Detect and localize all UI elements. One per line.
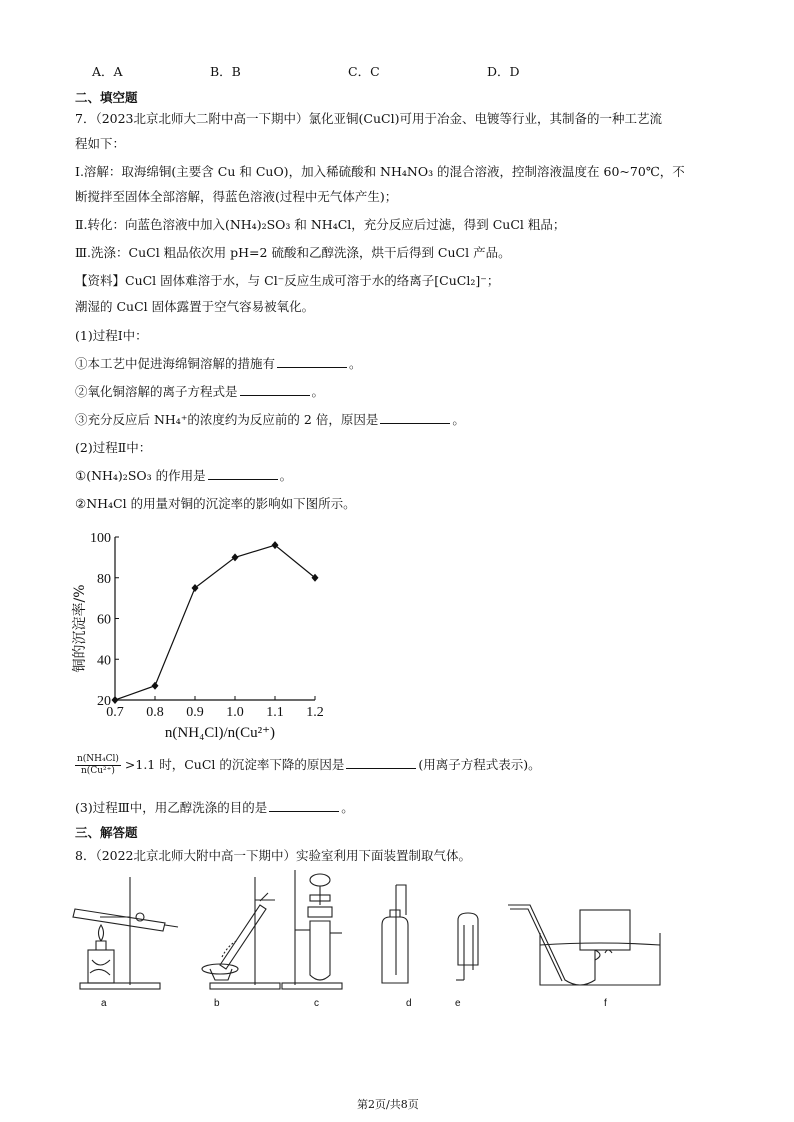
data-point: [312, 574, 319, 582]
q7-part2a: [75, 466, 292, 484]
y-tick-label: 80: [97, 571, 111, 587]
copper-precipitation-chart: [70, 525, 340, 750]
lab-apparatus-figure: [60, 865, 740, 1015]
x-tick-label: 1.2: [306, 705, 324, 720]
section-heading-answer: 三、解答题: [75, 825, 138, 840]
label-d: d: [406, 998, 412, 1009]
answer-blank[interactable]: [208, 467, 278, 480]
period: 。: [349, 356, 362, 371]
page-footer: 第2页/共8页: [357, 1098, 419, 1111]
answer-blank[interactable]: [269, 799, 339, 812]
answer-blank[interactable]: [240, 383, 310, 396]
ratio-denominator: n(Cu²⁺): [81, 766, 115, 776]
data-point: [112, 696, 119, 704]
ratio-fraction: [75, 754, 121, 777]
q8-intro: 8．（2022北京北师大附中高一下期中）实验室利用下面装置制取气体。: [75, 848, 472, 863]
q7-intro-line1: 7．（2023北京北师大二附中高一下期中）氯化亚铜(CuCl)可用于冶金、电镀等行业，其制备的一种工艺流: [75, 111, 662, 126]
q7-part2a-text: ①(NH₄)₂SO₃ 的作用是: [75, 468, 206, 483]
apparatus-a: [73, 877, 178, 989]
q7-part1a-text: ①本工艺中促进海绵铜溶解的措施有: [75, 356, 276, 371]
q7-part1b: [75, 382, 324, 400]
q7-part2b: ②NH₄Cl 的用量对铜的沉淀率的影响如下图所示。: [75, 496, 356, 511]
q7-part1c-text: ③充分反应后 NH₄⁺的浓度约为反应前的 2 倍，原因是: [75, 412, 379, 427]
q7-info-line2: 潮湿的 CuCl 固体露置于空气容易被氧化。: [75, 299, 315, 314]
q7-info-line1: 【资料】CuCl 固体难溶于水，与 Cl⁻反应生成可溶于水的络离子[CuCl₂]⁻；: [75, 273, 500, 288]
q7-step1-line1: Ⅰ.溶解：取海绵铜(主要含 Cu 和 CuO)，加入稀硫酸和 NH₄NO₃ 的混合溶液，控制溶液温度在 60~70℃，不: [75, 164, 685, 179]
q7-part1a: [75, 354, 362, 372]
x-tick-label: 0.8: [146, 705, 164, 720]
x-tick-label: 1.0: [226, 705, 244, 720]
q7-part1-heading: (1)过程Ⅰ中：: [75, 328, 148, 343]
x-tick-label: 0.7: [106, 705, 124, 720]
q7-part1b-text: ②氧化铜溶解的离子方程式是: [75, 384, 238, 399]
y-axis-label: 铜的沉淀率/%: [72, 584, 88, 673]
q7-part2-heading: (2)过程Ⅱ中：: [75, 440, 152, 455]
q7-ratio-line: [75, 754, 541, 777]
data-point: [192, 584, 199, 592]
x-axis-label: n(NH₄Cl)/n(Cu²⁺): [164, 725, 276, 741]
option-c: C．C: [348, 64, 380, 79]
option-a: A．A: [92, 64, 123, 79]
data-point: [152, 682, 159, 690]
y-tick-label: 60: [97, 612, 111, 628]
apparatus-e: [456, 913, 478, 980]
x-tick-label: 1.1: [266, 705, 284, 720]
apparatus-d: [382, 885, 408, 983]
apparatus-f: [508, 905, 660, 985]
answer-blank[interactable]: [277, 355, 347, 368]
data-point: [232, 553, 239, 561]
x-tick-label: 0.9: [186, 705, 204, 720]
y-tick-label: 20: [97, 694, 111, 709]
ratio-tail: (用离子方程式表示)。: [418, 757, 541, 772]
label-f: f: [604, 998, 607, 1009]
answer-blank[interactable]: [380, 411, 450, 424]
period: 。: [452, 412, 465, 427]
y-tick-label: 100: [90, 531, 111, 546]
option-b: B．B: [210, 64, 241, 79]
label-e: e: [455, 998, 461, 1009]
period: 。: [341, 800, 354, 815]
data-point: [272, 541, 279, 549]
q7-part1c: [75, 410, 465, 428]
option-d: D．D: [487, 64, 520, 79]
q7-part3-text: (3)过程Ⅲ中，用乙醇洗涤的目的是: [75, 800, 268, 815]
q7-step3: Ⅲ.洗涤：CuCl 粗品依次用 pH=2 硫酸和乙醇洗涤，烘干后得到 CuCl 产品。: [75, 245, 511, 260]
apparatus-c: [282, 870, 342, 989]
series-line: [115, 545, 315, 700]
q7-intro-line2: 程如下：: [75, 136, 126, 151]
label-c: c: [314, 998, 319, 1009]
y-tick-label: 40: [97, 653, 111, 669]
ratio-text: >1.1 时，CuCl 的沉淀率下降的原因是: [124, 757, 345, 772]
label-a: a: [101, 998, 107, 1009]
apparatus-b: [202, 877, 280, 989]
label-b: b: [214, 998, 220, 1009]
answer-blank[interactable]: [346, 756, 416, 769]
q7-part3: [75, 798, 354, 816]
q7-step1-line2: 断搅拌至固体全部溶解，得蓝色溶液(过程中无气体产生)；: [75, 189, 398, 204]
period: 。: [279, 468, 293, 483]
section-heading-fill-blank: 二、填空题: [75, 90, 138, 105]
period: 。: [311, 384, 325, 399]
ratio-numerator: n(NH₄Cl): [77, 754, 119, 764]
q7-step2: Ⅱ.转化：向蓝色溶液中加入(NH₄)₂SO₃ 和 NH₄Cl，充分反应后过滤，得到 CuCl 粗品；: [75, 217, 566, 232]
